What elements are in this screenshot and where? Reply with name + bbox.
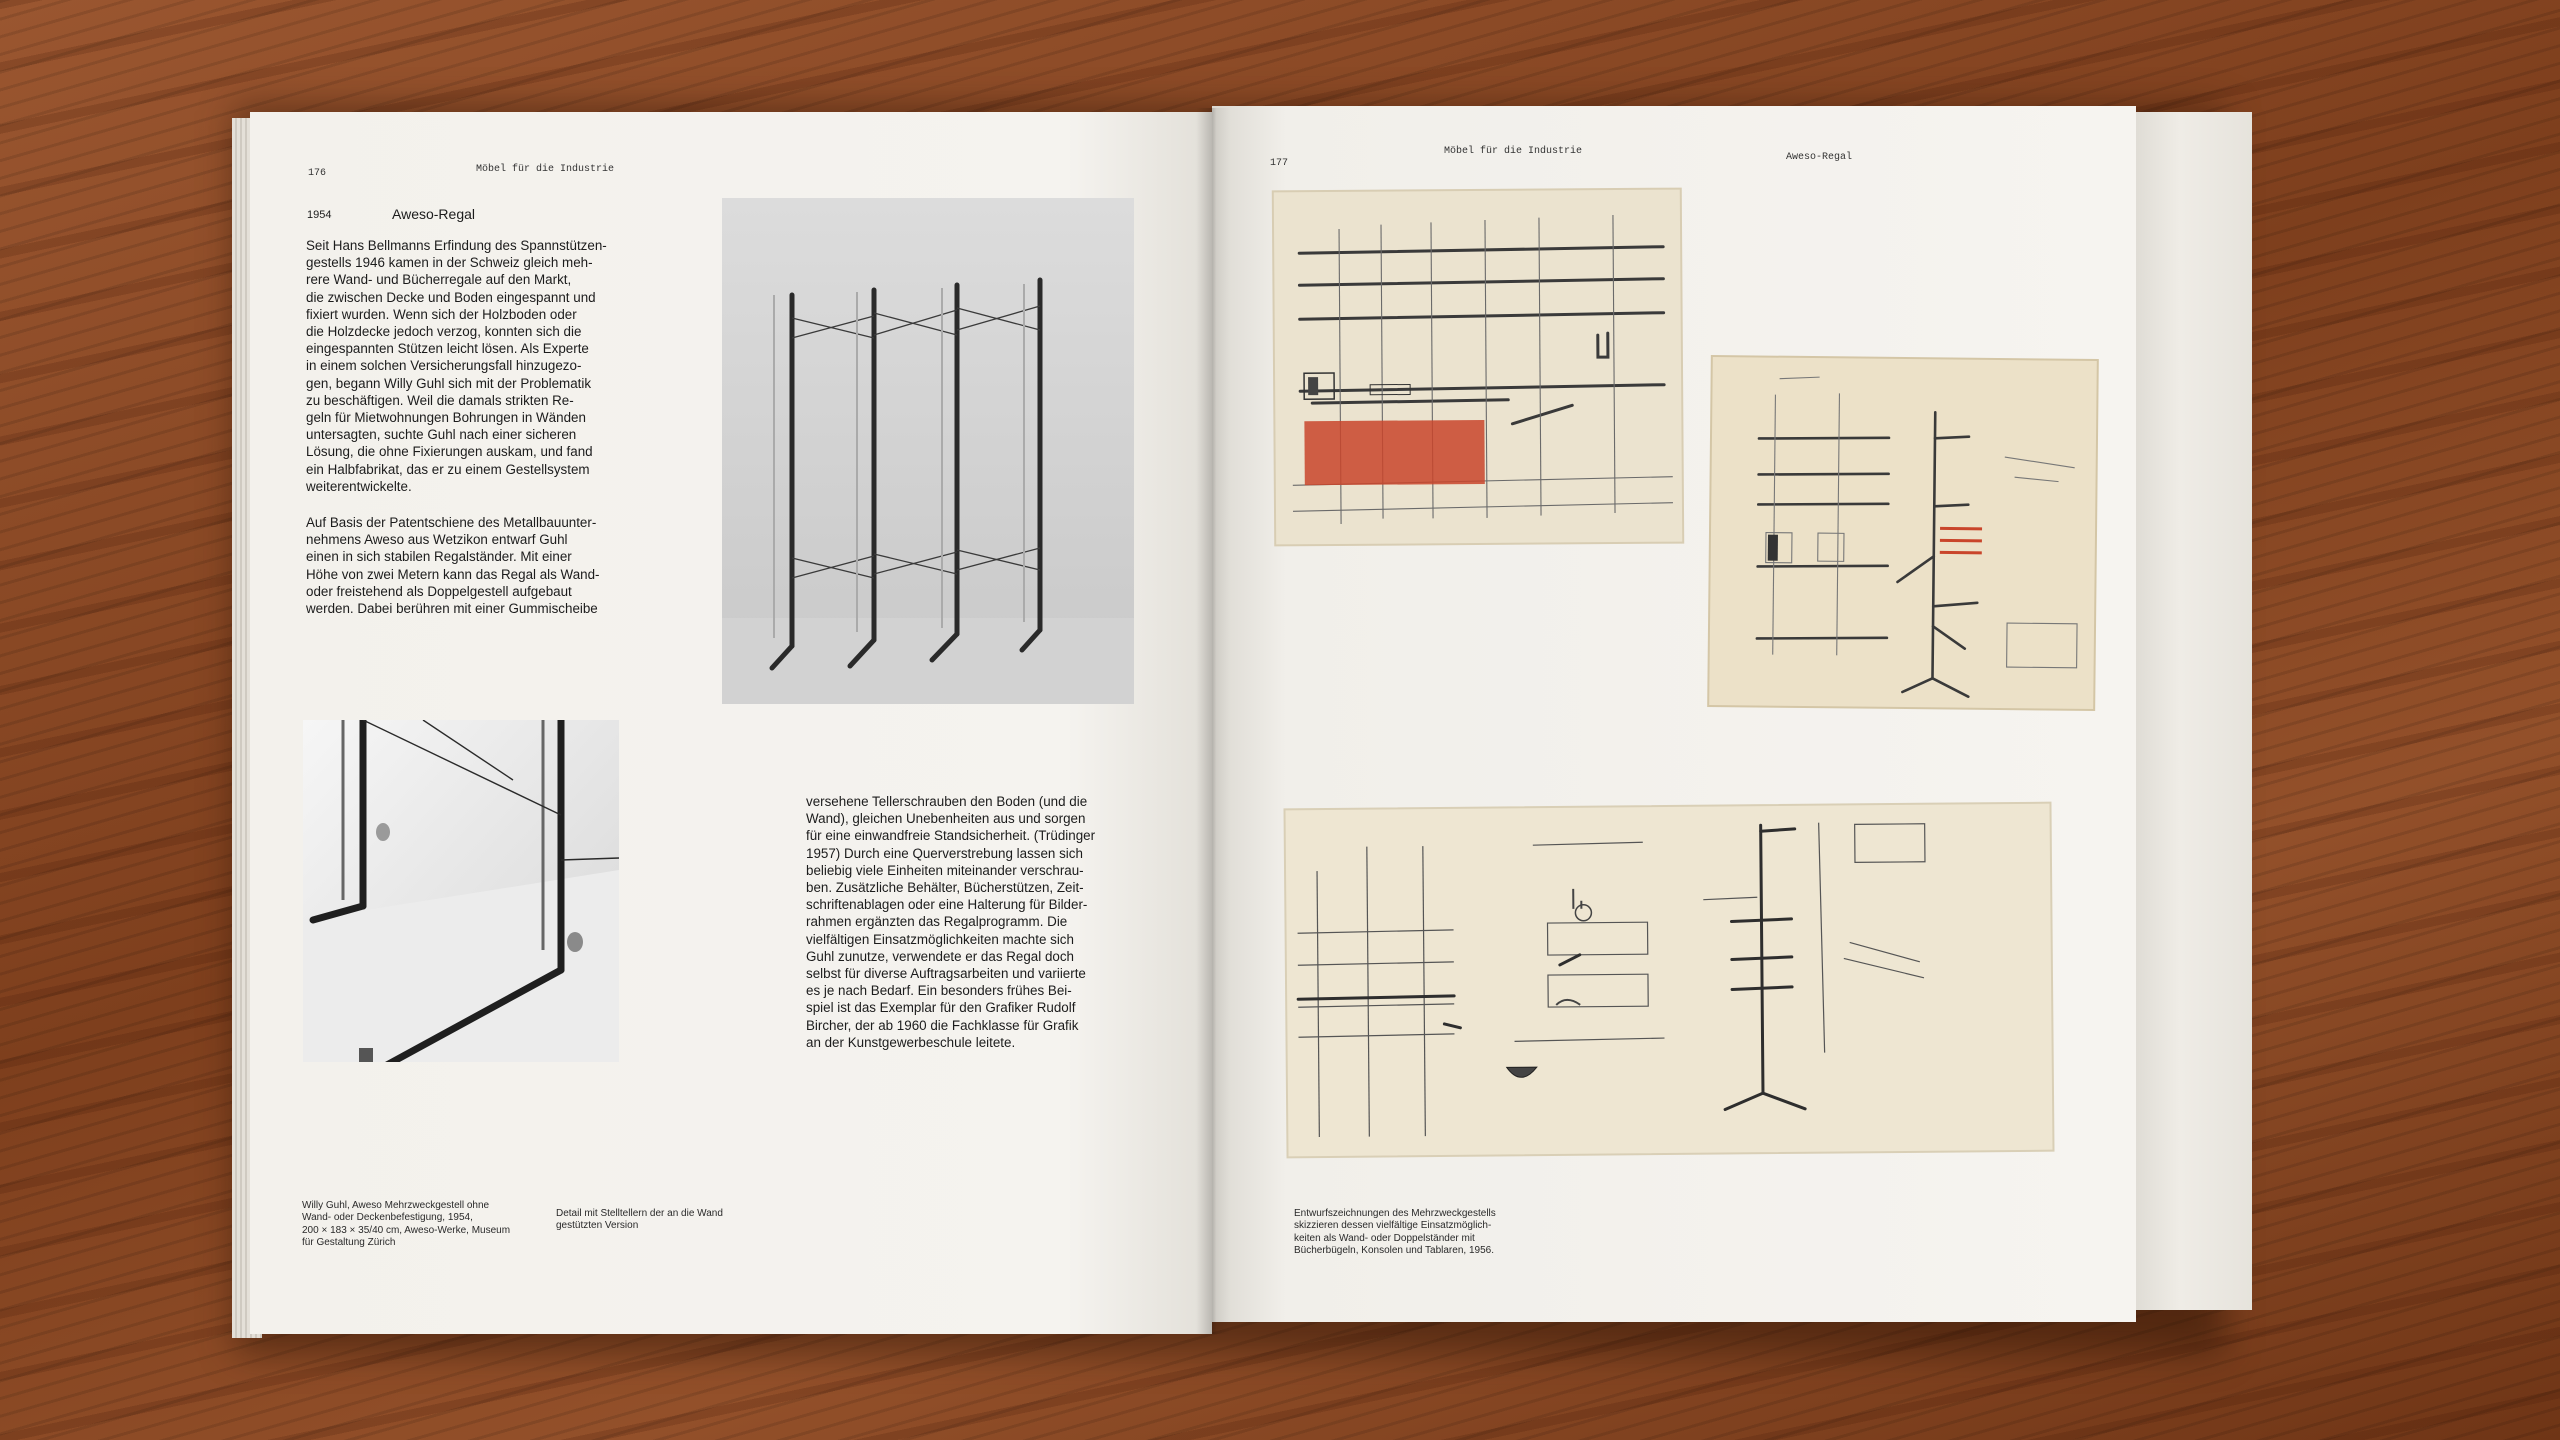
caption-sketches: Entwurfszeichnungen des Mehrzweckgestells skizzieren dessen vielfältige Einsatzmöglich- keiten als Wand- oder Doppelständer mit Bücherbügeln, Konsolen und Tablaren, 1956. bbox=[1294, 1208, 1496, 1257]
page-edges-right bbox=[2130, 112, 2252, 1310]
left-page bbox=[250, 112, 1212, 1334]
sketch-shelf-variants bbox=[1282, 801, 2055, 1160]
running-head-title: Aweso-Regal bbox=[1786, 152, 1853, 163]
running-head-right: Möbel für die Industrie bbox=[1444, 146, 1583, 157]
article-paragraph-1: Seit Hans Bellmanns Erfindung des Spannstützen- gestells 1946 kamen in der Schweiz gleich meh- rere Wand- und Bücherregale auf den Markt, die zwischen Decke und Boden eingespannt und fixiert wurden. Wenn sich der Holzboden oder die Holzdecke jedoch verzog, konnten sich die eingespannten Stützen leicht lösen. Als Experte in einem solchen Versicherungsfall hinzugezo- gen, begann Willy Guhl sich mit der Problematik zu beschäftigen. Weil die damals strikten Re- geln für Mietwohnungen Bohrungen in Wänden untersagten, suchte Guhl nach einer sicheren Lösung, die ohne Fixierungen auskam, und fand ein Halbfabrikat, das er zu einem Gestellsystem weiterentwickelte. bbox=[306, 238, 607, 494]
detail-photo bbox=[303, 720, 619, 1062]
right-page bbox=[1212, 106, 2136, 1322]
caption-detail-photo: Detail mit Stelltellern der an die Wand gestützten Version bbox=[556, 1208, 723, 1232]
caption-shelf-photo: Willy Guhl, Aweso Mehrzweckgestell ohne Wand- oder Deckenbefestigung, 1954, 200 × 183 × 35/40 cm, Aweso-Werke, Museum für Gestaltung Zürich bbox=[302, 1200, 511, 1249]
article-year: 1954 bbox=[307, 209, 332, 221]
sketch-wall-shelf bbox=[1271, 187, 1685, 548]
page-number-right: 177 bbox=[1270, 158, 1289, 169]
page-number-left: 176 bbox=[308, 168, 327, 179]
book-gutter bbox=[1196, 108, 1230, 1334]
article-paragraph-2: Auf Basis der Patentschiene des Metallbauunter- nehmens Aweso aus Wetzikon entwarf Guhl einen in sich stabilen Regalständer. Mit einer Höhe von zwei Metern kann das Regal als Wand- oder freistehend als Doppelgestell aufgebaut werden. Dabei berühren mit einer Gummischeibe bbox=[306, 515, 600, 617]
sketch-double-stand bbox=[1706, 354, 2100, 712]
running-head-left: Möbel für die Industrie bbox=[476, 164, 615, 175]
article-title: Aweso-Regal bbox=[392, 206, 476, 222]
shelf-photo bbox=[722, 198, 1134, 704]
article-paragraph-3: versehene Tellerschrauben den Boden (und die Wand), gleichen Unebenheiten aus und sorgen für eine einwandfreie Standsicherheit. (Trüdinger 1957) Durch eine Querverstrebung lassen sich beliebig viele Einheiten miteinander verschrau- ben. Zusätzliche Behälter, Bücherstützen, Zeit- schriftenablagen oder eine Halterung für Bilder- rahmen ergänzten das Regalprogramm. Die vielfältigen Einsatzmöglichkeiten machte sich Guhl zunutze, verwendete er das Regal doch selbst für diverse Auftragsarbeiten und variierte es je nach Bedarf. Ein besonders frühes Bei- spiel ist das Exemplar für den Grafiker Rudolf Bircher, der ab 1960 die Fachklasse für Grafik an der Kunstgewerbeschule leitete. bbox=[806, 794, 1096, 1050]
